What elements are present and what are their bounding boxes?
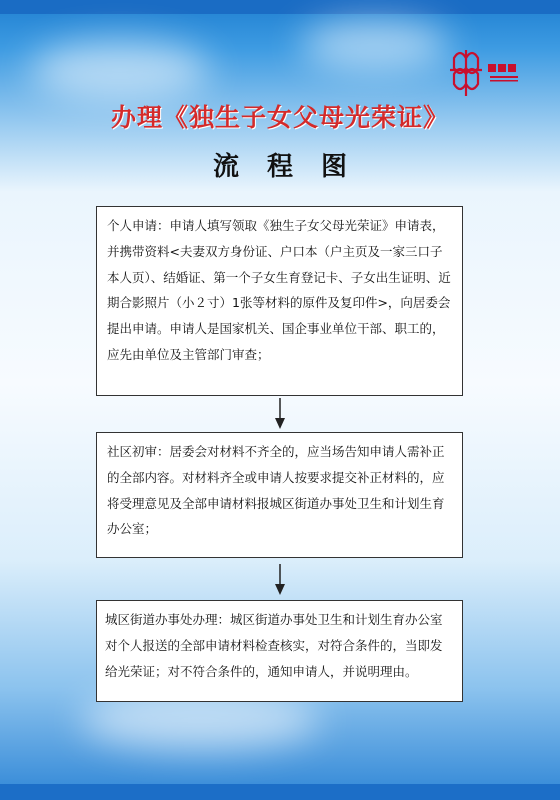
step-box-community-review: 社区初审：居委会对材料不齐全的，应当场告知申请人需补正的全部内容。对材料齐全或申请人按要求提交补正材料的，应将受理意见及全部申请材料报城区街道办事处卫生和计划生育办公室； — [96, 432, 463, 558]
page-title: 办理《独生子女父母光荣证》 — [110, 103, 449, 132]
step-box-personal-application: 个人申请：申请人填写领取《独生子女父母光荣证》申请表，并携带资料<夫妻双方身份证、户口本（户主页及一家三口子本人页）、结婚证、第一个子女生育登记卡、子女出生证明、近期合影照片（小２寸）1张等材料的原件及复印件>，向居委会提出申请。申请人是国家机关、国企事业单位干部、职工的，应先由单位及主管部门审查； — [96, 206, 463, 396]
background-glow — [30, 40, 210, 100]
arrow-down-icon — [272, 564, 288, 596]
background-glow — [300, 20, 450, 70]
top-band — [0, 0, 560, 14]
chinese-knot-logo-icon — [446, 44, 526, 100]
bottom-band — [0, 784, 560, 800]
step-box-street-office-processing: 城区街道办事处办理：城区街道办事处卫生和计划生育办公室对个人报送的全部申请材料检查核实，对符合条件的，当即发给光荣证；对不符合条件的，通知申请人，并说明理由。 — [96, 600, 463, 702]
arrow-down-icon — [272, 398, 288, 430]
page-subtitle: 流程图 — [212, 152, 375, 182]
